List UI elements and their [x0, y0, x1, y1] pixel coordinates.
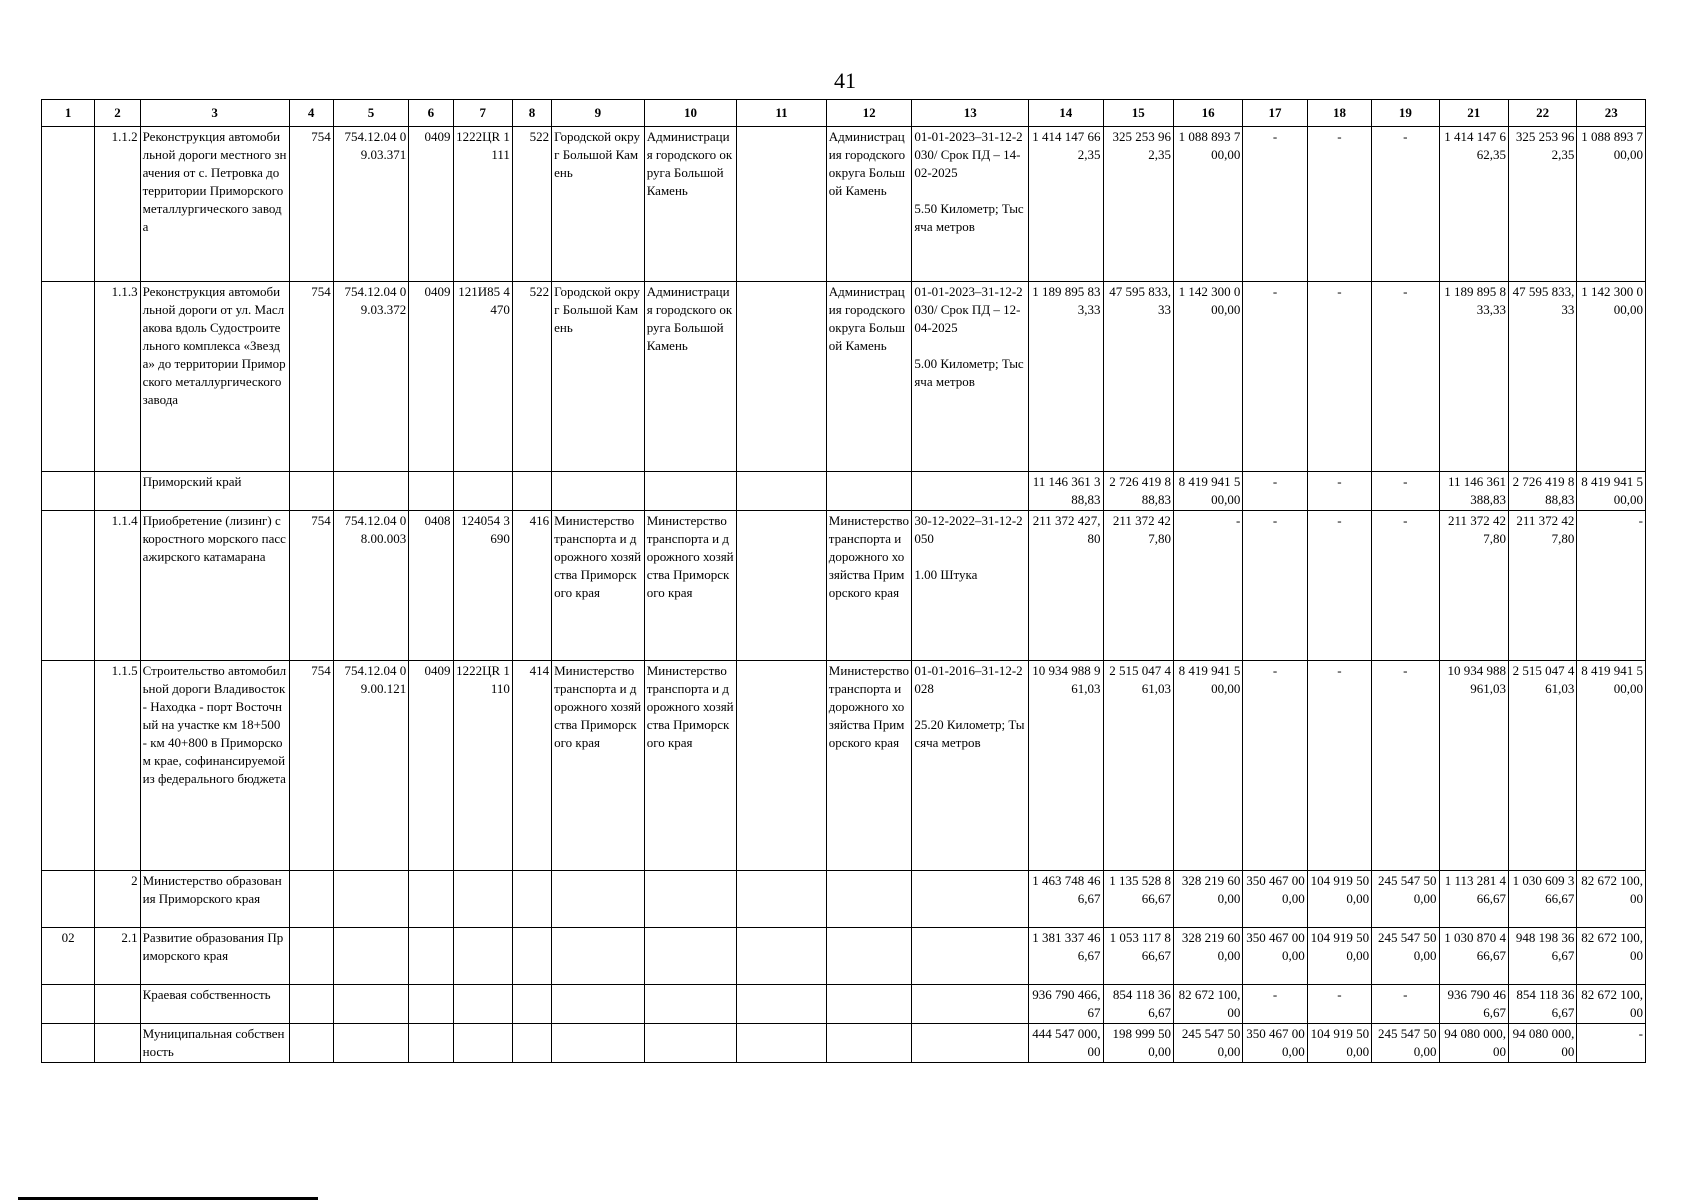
table-cell: 47 595 833,33 — [1103, 282, 1173, 472]
table-cell — [737, 282, 827, 472]
table-cell — [912, 871, 1029, 928]
table-cell: Развитие образования Приморского края — [140, 928, 289, 985]
table-cell: 754 — [289, 661, 333, 871]
table-cell: 02 — [42, 928, 95, 985]
table-row — [42, 928, 1646, 985]
table-cell: 1222ЦR 1111 — [453, 127, 512, 282]
table-cell: 754.12.04 09.00.121 — [333, 661, 408, 871]
column-header: 11 — [737, 100, 827, 127]
table-cell: 325 253 962,35 — [1103, 127, 1173, 282]
table-cell: 104 919 500,00 — [1307, 1024, 1371, 1063]
table-cell: 82 672 100,00 — [1577, 985, 1646, 1024]
table-cell: 10 934 988 961,03 — [1439, 661, 1508, 871]
table-cell: 325 253 962,35 — [1508, 127, 1576, 282]
column-header: 7 — [453, 100, 512, 127]
table-cell: 754.12.04 09.03.371 — [333, 127, 408, 282]
column-header: 5 — [333, 100, 408, 127]
table-cell: Министерство транспорта и дорожного хозяйства Приморского края — [552, 511, 645, 661]
table-cell — [333, 472, 408, 511]
table-cell — [644, 871, 737, 928]
table-body — [42, 127, 1646, 1063]
column-header: 19 — [1372, 100, 1439, 127]
column-header: 6 — [409, 100, 453, 127]
table-cell — [42, 871, 95, 928]
table-cell — [552, 928, 645, 985]
table-cell: 2 515 047 461,03 — [1508, 661, 1576, 871]
table-cell: 1.1.2 — [95, 127, 140, 282]
table-cell: - — [1372, 985, 1439, 1024]
table-cell: 211 372 427,80 — [1029, 511, 1103, 661]
table-cell: 11 146 361 388,83 — [1029, 472, 1103, 511]
table-cell — [42, 511, 95, 661]
table-row — [42, 127, 1646, 282]
table-cell: 245 547 500,00 — [1372, 871, 1439, 928]
table-cell: Городской округ Большой Камень — [552, 127, 645, 282]
table-cell — [912, 928, 1029, 985]
table-cell — [737, 985, 827, 1024]
table-cell: - — [1173, 511, 1242, 661]
table-cell — [409, 871, 453, 928]
table-cell: 754.12.04 09.03.372 — [333, 282, 408, 472]
column-header: 16 — [1173, 100, 1242, 127]
table-cell: - — [1372, 511, 1439, 661]
table-cell — [826, 1024, 912, 1063]
table-cell: Министерство транспорта и дорожного хозяйства Приморского края — [644, 511, 737, 661]
table-cell — [512, 472, 551, 511]
table-cell: 2 726 419 888,83 — [1103, 472, 1173, 511]
table-cell: 1 030 870 466,67 — [1439, 928, 1508, 985]
table-cell — [737, 871, 827, 928]
table-cell: 1 135 528 866,67 — [1103, 871, 1173, 928]
table-cell: 1 381 337 466,67 — [1029, 928, 1103, 985]
table-cell — [409, 472, 453, 511]
table-cell — [333, 871, 408, 928]
table-cell: - — [1243, 661, 1307, 871]
table-cell — [912, 1024, 1029, 1063]
table-cell — [512, 1024, 551, 1063]
table-cell: 414 — [512, 661, 551, 871]
table-cell: 1 088 893 700,00 — [1577, 127, 1646, 282]
table-cell — [552, 1024, 645, 1063]
table-cell: 1 189 895 833,33 — [1439, 282, 1508, 472]
table-cell: 2.1 — [95, 928, 140, 985]
table-cell — [826, 871, 912, 928]
table-cell: 328 219 600,00 — [1173, 928, 1242, 985]
table-cell: 1.1.3 — [95, 282, 140, 472]
table-cell: 1.1.5 — [95, 661, 140, 871]
column-header: 22 — [1508, 100, 1576, 127]
table-cell: 121И85 4470 — [453, 282, 512, 472]
table-cell: - — [1307, 472, 1371, 511]
table-cell: 2 726 419 888,83 — [1508, 472, 1576, 511]
table-cell: 0409 — [409, 282, 453, 472]
table-cell — [453, 985, 512, 1024]
table-row — [42, 871, 1646, 928]
table-cell: 754 — [289, 127, 333, 282]
table-cell: 0409 — [409, 661, 453, 871]
table-cell: - — [1243, 472, 1307, 511]
table-cell — [552, 985, 645, 1024]
table-cell — [512, 928, 551, 985]
table-cell: 124054 3690 — [453, 511, 512, 661]
table-cell — [453, 871, 512, 928]
table-cell: 1 088 893 700,00 — [1173, 127, 1242, 282]
table-cell — [409, 985, 453, 1024]
table-cell — [289, 928, 333, 985]
table-cell — [42, 472, 95, 511]
table-cell: Администрация городского округа Большой Камень — [644, 127, 737, 282]
table-cell — [737, 511, 827, 661]
table-cell: 30-12-2022–31-12-2050 1.00 Штука — [912, 511, 1029, 661]
column-header: 12 — [826, 100, 912, 127]
table-cell: 10 934 988 961,03 — [1029, 661, 1103, 871]
table-cell: 1 463 748 466,67 — [1029, 871, 1103, 928]
table-cell: 754 — [289, 511, 333, 661]
table-cell: - — [1577, 511, 1646, 661]
column-header: 8 — [512, 100, 551, 127]
table-cell — [552, 871, 645, 928]
column-header: 3 — [140, 100, 289, 127]
table-cell: 522 — [512, 127, 551, 282]
table-cell: - — [1243, 282, 1307, 472]
table-cell: 350 467 000,00 — [1243, 1024, 1307, 1063]
table-cell — [289, 871, 333, 928]
table-cell — [289, 985, 333, 1024]
table-cell: 94 080 000,00 — [1508, 1024, 1576, 1063]
column-header: 9 — [552, 100, 645, 127]
table-cell: - — [1307, 511, 1371, 661]
table-cell: Министерство транспорта и дорожного хозяйства Приморского края — [826, 511, 912, 661]
table-cell: 94 080 000,00 — [1439, 1024, 1508, 1063]
table-cell: Министерство транспорта и дорожного хозяйства Приморского края — [644, 661, 737, 871]
table-cell: Министерство транспорта и дорожного хозяйства Приморского края — [552, 661, 645, 871]
table-cell: - — [1307, 985, 1371, 1024]
table-cell: - — [1577, 1024, 1646, 1063]
table-cell: Администрация городского округа Большой Камень — [826, 282, 912, 472]
table-cell: 211 372 427,80 — [1103, 511, 1173, 661]
table-cell — [453, 928, 512, 985]
table-cell: 350 467 000,00 — [1243, 928, 1307, 985]
table-cell — [552, 472, 645, 511]
table-cell: Муниципальная собственность — [140, 1024, 289, 1063]
table-cell — [644, 985, 737, 1024]
table-cell: Министерство образования Приморского края — [140, 871, 289, 928]
table-cell — [512, 871, 551, 928]
table-cell: - — [1243, 511, 1307, 661]
table-cell — [912, 985, 1029, 1024]
table-cell — [512, 985, 551, 1024]
table-cell: 328 219 600,00 — [1173, 871, 1242, 928]
table-cell — [737, 928, 827, 985]
table-cell: Реконструкция автомобильной дороги от ул. Маслакова вдоль Судостроительного комплекса «Звезда» до территории Приморского металлургического завода — [140, 282, 289, 472]
table-cell: 854 118 366,67 — [1103, 985, 1173, 1024]
table-cell — [453, 1024, 512, 1063]
header-row — [42, 100, 1646, 127]
table-cell: 854 118 366,67 — [1508, 985, 1576, 1024]
table-cell — [42, 282, 95, 472]
table-cell: 8 419 941 500,00 — [1577, 472, 1646, 511]
table-cell: - — [1372, 127, 1439, 282]
table-cell: 01-01-2023–31-12-2030/ Срок ПД – 12-04-2025 5.00 Километр; Тысяча метров — [912, 282, 1029, 472]
table-cell: 211 372 427,80 — [1508, 511, 1576, 661]
table-cell — [95, 985, 140, 1024]
table-cell: 1 053 117 866,67 — [1103, 928, 1173, 985]
table-cell — [826, 985, 912, 1024]
table-cell: 01-01-2023–31-12-2030/ Срок ПД – 14-02-2025 5.50 Километр; Тысяча метров — [912, 127, 1029, 282]
table-cell — [42, 1024, 95, 1063]
table-cell: - — [1307, 127, 1371, 282]
table-cell: - — [1372, 472, 1439, 511]
table-cell: 104 919 500,00 — [1307, 871, 1371, 928]
table-cell: 82 672 100,00 — [1577, 928, 1646, 985]
table-cell: 936 790 466,67 — [1439, 985, 1508, 1024]
table-cell — [289, 1024, 333, 1063]
table-row — [42, 472, 1646, 511]
table-row — [42, 661, 1646, 871]
table-cell — [644, 1024, 737, 1063]
table-cell: 1 113 281 466,67 — [1439, 871, 1508, 928]
table-cell: 198 999 500,00 — [1103, 1024, 1173, 1063]
table-cell: 2 515 047 461,03 — [1103, 661, 1173, 871]
table-cell: Реконструкция автомобильной дороги местного значения от с. Петровка до территории Приморского металлургического завода — [140, 127, 289, 282]
table-cell — [826, 928, 912, 985]
table-cell: 948 198 366,67 — [1508, 928, 1576, 985]
table-cell: Строительство автомобильной дороги Владивосток - Находка - порт Восточный на участке км 18+500 - км 40+800 в Приморском крае, софинансируемой из федерального бюджета — [140, 661, 289, 871]
table-cell: 754.12.04 08.00.003 — [333, 511, 408, 661]
column-header: 18 — [1307, 100, 1371, 127]
table-cell: 1 142 300 000,00 — [1577, 282, 1646, 472]
column-header: 13 — [912, 100, 1029, 127]
table-cell: 82 672 100,00 — [1577, 871, 1646, 928]
table-cell: 11 146 361 388,83 — [1439, 472, 1508, 511]
table-cell: Министерство транспорта и дорожного хозяйства Приморского края — [826, 661, 912, 871]
table-cell — [333, 985, 408, 1024]
table-cell: - — [1307, 661, 1371, 871]
table-cell: Городской округ Большой Камень — [552, 282, 645, 472]
table-cell: 245 547 500,00 — [1173, 1024, 1242, 1063]
table-cell: 936 790 466,67 — [1029, 985, 1103, 1024]
column-header: 10 — [644, 100, 737, 127]
table-cell: 8 419 941 500,00 — [1577, 661, 1646, 871]
table-cell — [644, 472, 737, 511]
table-cell: 245 547 500,00 — [1372, 928, 1439, 985]
table-row — [42, 282, 1646, 472]
column-header: 4 — [289, 100, 333, 127]
table-cell: 211 372 427,80 — [1439, 511, 1508, 661]
table-cell: 754 — [289, 282, 333, 472]
table-cell: 1 142 300 000,00 — [1173, 282, 1242, 472]
table-cell: Краевая собственность — [140, 985, 289, 1024]
table-cell: 01-01-2016–31-12-2028 25.20 Километр; Тысяча метров — [912, 661, 1029, 871]
column-header: 17 — [1243, 100, 1307, 127]
table-cell — [42, 661, 95, 871]
column-header: 21 — [1439, 100, 1508, 127]
table-cell: - — [1372, 282, 1439, 472]
column-header: 23 — [1577, 100, 1646, 127]
table-cell: 47 595 833,33 — [1508, 282, 1576, 472]
table-cell: 2 — [95, 871, 140, 928]
column-header: 1 — [42, 100, 95, 127]
table-cell — [333, 1024, 408, 1063]
table-cell: 350 467 000,00 — [1243, 871, 1307, 928]
table-cell: 522 — [512, 282, 551, 472]
table-cell — [42, 127, 95, 282]
table-cell — [453, 472, 512, 511]
table-cell — [737, 472, 827, 511]
column-header: 14 — [1029, 100, 1103, 127]
table-cell: Администрация городского округа Большой Камень — [644, 282, 737, 472]
table-cell: 8 419 941 500,00 — [1173, 472, 1242, 511]
table-cell: 0409 — [409, 127, 453, 282]
page-number: 41 — [834, 68, 856, 93]
table-cell: 1 030 609 366,67 — [1508, 871, 1576, 928]
table-cell — [737, 127, 827, 282]
table-row — [42, 511, 1646, 661]
column-header: 15 — [1103, 100, 1173, 127]
table-cell: 1.1.4 — [95, 511, 140, 661]
table-cell — [333, 928, 408, 985]
table-cell: 245 547 500,00 — [1372, 1024, 1439, 1063]
table-cell: - — [1243, 127, 1307, 282]
table-cell: - — [1243, 985, 1307, 1024]
table-cell: 82 672 100,00 — [1173, 985, 1242, 1024]
table-row — [42, 1024, 1646, 1063]
table-cell: 8 419 941 500,00 — [1173, 661, 1242, 871]
table-cell: 1222ЦR 1110 — [453, 661, 512, 871]
table-cell: 444 547 000,00 — [1029, 1024, 1103, 1063]
table-cell — [737, 661, 827, 871]
table-cell — [826, 472, 912, 511]
budget-table — [41, 99, 1646, 1063]
table-cell: - — [1307, 282, 1371, 472]
table-cell — [409, 928, 453, 985]
table-cell — [737, 1024, 827, 1063]
table-cell: Приобретение (лизинг) скоростного морского пассажирского катамарана — [140, 511, 289, 661]
column-header: 2 — [95, 100, 140, 127]
table-cell: 416 — [512, 511, 551, 661]
table-row — [42, 985, 1646, 1024]
table-cell: 1 414 147 662,35 — [1439, 127, 1508, 282]
table-cell: 104 919 500,00 — [1307, 928, 1371, 985]
table-cell — [409, 1024, 453, 1063]
table-cell — [912, 472, 1029, 511]
table-cell: - — [1372, 661, 1439, 871]
table-cell: 1 189 895 833,33 — [1029, 282, 1103, 472]
table-cell — [644, 928, 737, 985]
table-cell — [95, 472, 140, 511]
table-cell: 1 414 147 662,35 — [1029, 127, 1103, 282]
table-cell — [95, 1024, 140, 1063]
table-cell: Приморский край — [140, 472, 289, 511]
table-cell — [289, 472, 333, 511]
table-cell — [42, 985, 95, 1024]
table-cell: 0408 — [409, 511, 453, 661]
table-cell: Администрация городского округа Большой Камень — [826, 127, 912, 282]
